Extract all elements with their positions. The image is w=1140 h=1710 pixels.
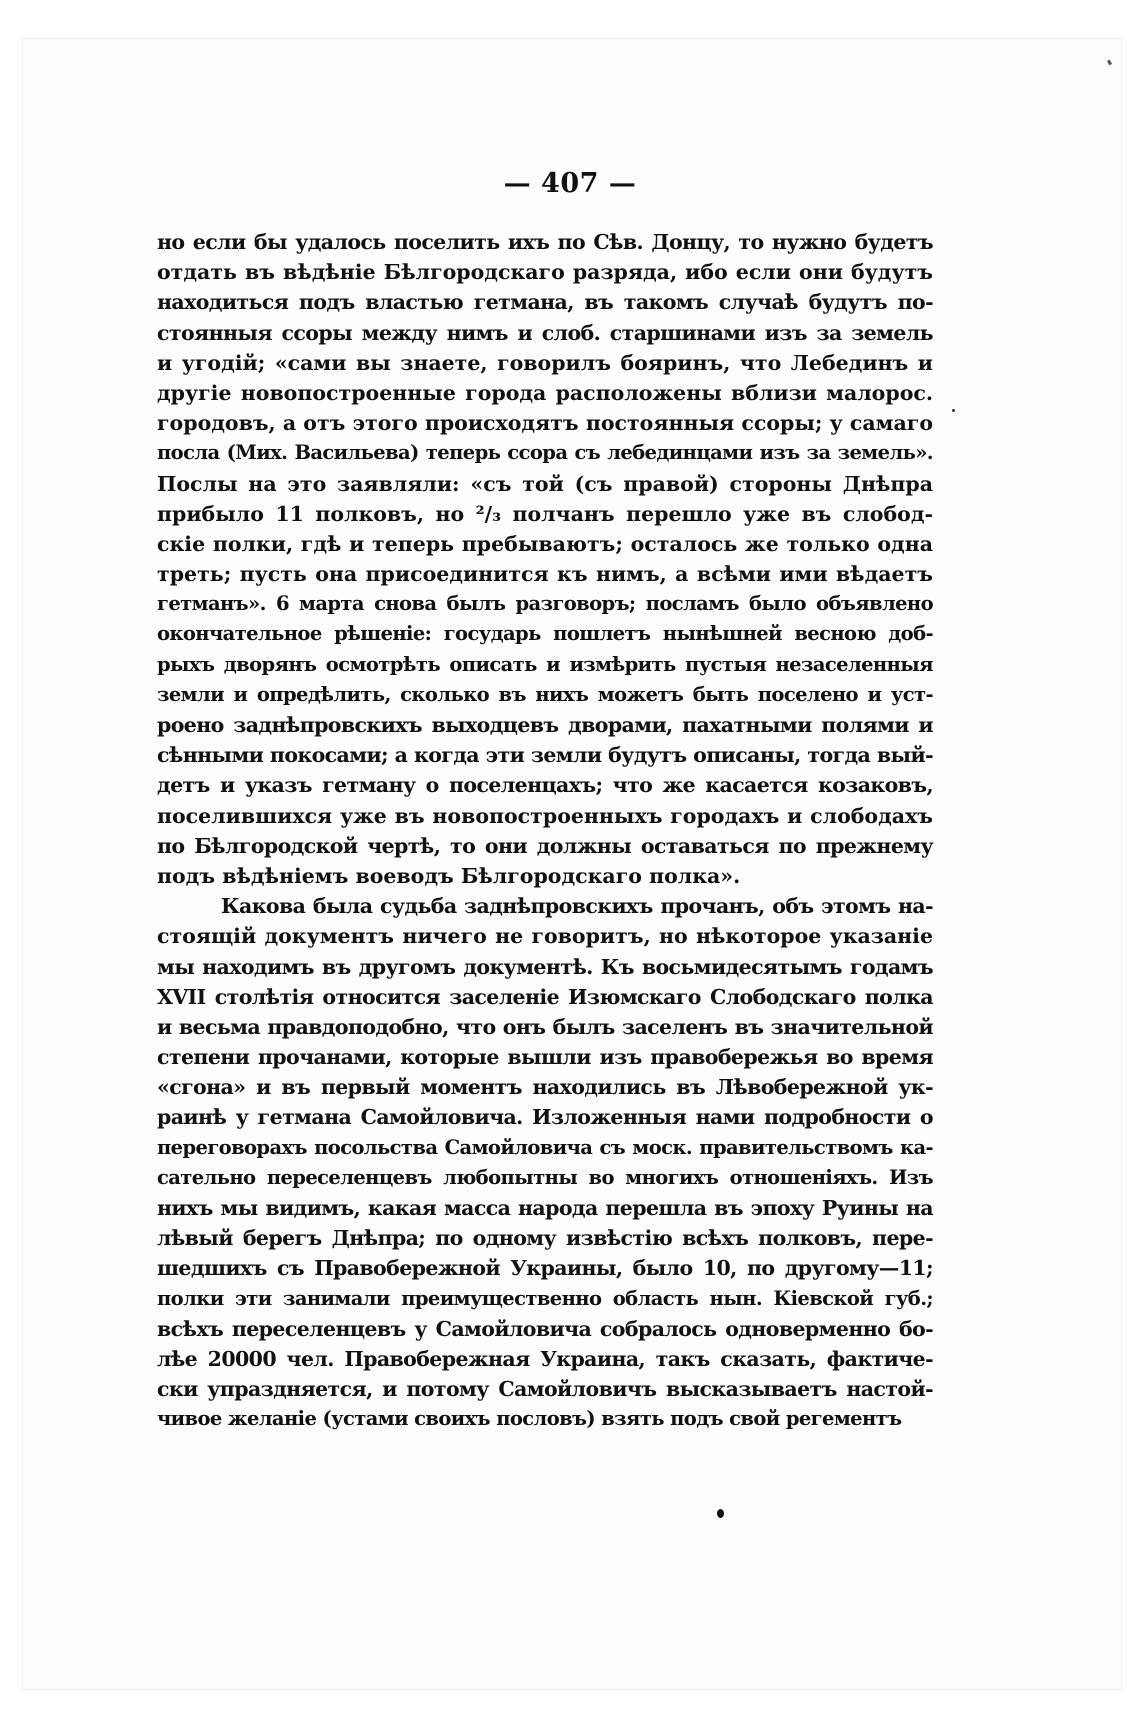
text-line: лѣе 20000 чел. Правобережная Украина, такъ сказать, фактиче- [157,1346,933,1371]
ink-dot [717,1509,724,1518]
text-line: XVII столѣтія относится заселеніе Изюмскаго Слободскаго полка [157,984,933,1009]
text-line: чивое желаніе (устами своихъ пословъ) взять подъ свой регементъ [157,1407,902,1431]
text-line: Какова была судьба заднѣпровскихъ прочанъ, объ этомъ на- [221,894,933,919]
paragraph [157,891,933,1434]
text-line: по Бѣлгородской чертѣ, то они должны оставаться по прежнему [157,833,933,858]
text-line: ски упраздняется, и потому Самойловичъ высказываетъ настой- [157,1377,933,1402]
text-line: мы находимъ въ другомъ документѣ. Къ восьмидесятымъ годамъ [157,954,933,979]
text-line: раинѣ у гетмана Самойловича. Изложенныя нами подробности о [157,1105,933,1130]
text-line: посла (Мих. Васильева) теперь ссора съ лебединцами изъ за земель». [157,441,933,465]
text-line: окончательное рѣшеніе: государь пошлетъ нынѣшней весною доб- [157,622,933,646]
text-line: гетманъ». 6 марта снова былъ разговоръ; посламъ было объявлено [157,592,933,616]
text-line: другіе новопостроенные города расположены вблизи малорос. [157,380,933,405]
text-line: стоянныя ссоры между нимъ и слоб. старшинами изъ за земель [157,320,933,345]
text-line: но если бы удалось поселить ихъ по Сѣв. Донцу, то нужно будетъ [157,230,933,254]
text-line: находиться подъ властью гетмана, въ такомъ случаѣ будутъ по- [157,290,933,315]
text-line: «сгона» и въ первый моментъ находились въ Лѣвобережной ук- [157,1075,933,1100]
text-line: всѣхъ переселенцевъ у Самойловича собралось одноверменно бо- [157,1316,933,1341]
text-line: шедшихъ съ Правобережной Украины, было 10, по другому—11; [157,1256,933,1281]
text-line: треть; пусть она присоединится къ нимъ, а всѣми ими вѣдаетъ [157,562,933,587]
text-line: прибыло 11 полковъ, но ²/₃ полчанъ перешло уже въ слобод- [157,501,933,526]
text-line: Послы на это заявляли: «съ той (съ правой) стороны Днѣпра [157,471,933,496]
scan-speck [952,409,955,412]
text-line: сѣнными покосами; а когда эти земли будутъ описаны, тогда вый- [157,743,933,768]
text-line: детъ и указъ гетману о поселенцахъ; что же касается козаковъ, [157,773,933,798]
text-line: отдать въ вѣдѣніе Бѣлгородскаго разряда, ибо если они будутъ [157,260,933,285]
text-line: рыхъ дворянъ осмотрѣть описать и измѣрить пустыя незаселенныя [157,652,933,676]
text-line: стоящій документъ ничего не говоритъ, но нѣкоторое указаніе [157,924,933,949]
paragraph [157,227,933,891]
text-line: степени прочанами, которые вышли изъ правобережья во время [157,1045,933,1070]
text-line: нихъ мы видимъ, какая масса народа перешла въ эпоху Руины на [157,1196,933,1220]
text-line: поселившихся уже въ новопостроенныхъ городахъ и слободахъ [157,803,933,828]
text-line: лѣвый берегъ Днѣпра; по одному извѣстію всѣхъ полковъ, пере- [157,1226,933,1251]
text-line: переговорахъ посольства Самойловича съ моск. правительствомъ ка- [157,1135,933,1159]
text-line: сательно переселенцевъ любопытны во многихъ отношеніяхъ. Изъ [157,1165,933,1189]
text-line: земли и опредѣлить, сколько въ нихъ можетъ быть поселено и уст- [157,682,933,706]
text-line: полки эти занимали преимущественно область нын. Кіевской губ.; [157,1286,933,1310]
text-line: городовъ, а отъ этого происходятъ постоянныя ссоры; у самаго [157,411,933,436]
text-line: и весьма правдоподобно, что онъ былъ заселенъ въ значительной [157,1014,933,1039]
text-line: и угодій; «сами вы знаете, говорилъ бояринъ, что Лебединъ и [157,350,933,375]
text-line: роено заднѣпровскихъ выходцевъ дворами, пахатными полями и [157,713,933,737]
body-text [157,227,933,1435]
text-line: скіе полки, гдѣ и теперь пребываютъ; осталось же только одна [157,531,933,556]
text-line: подъ вѣдѣніемъ воеводъ Бѣлгородскаго полка». [157,863,741,888]
page-number: — 407 — [503,168,637,199]
